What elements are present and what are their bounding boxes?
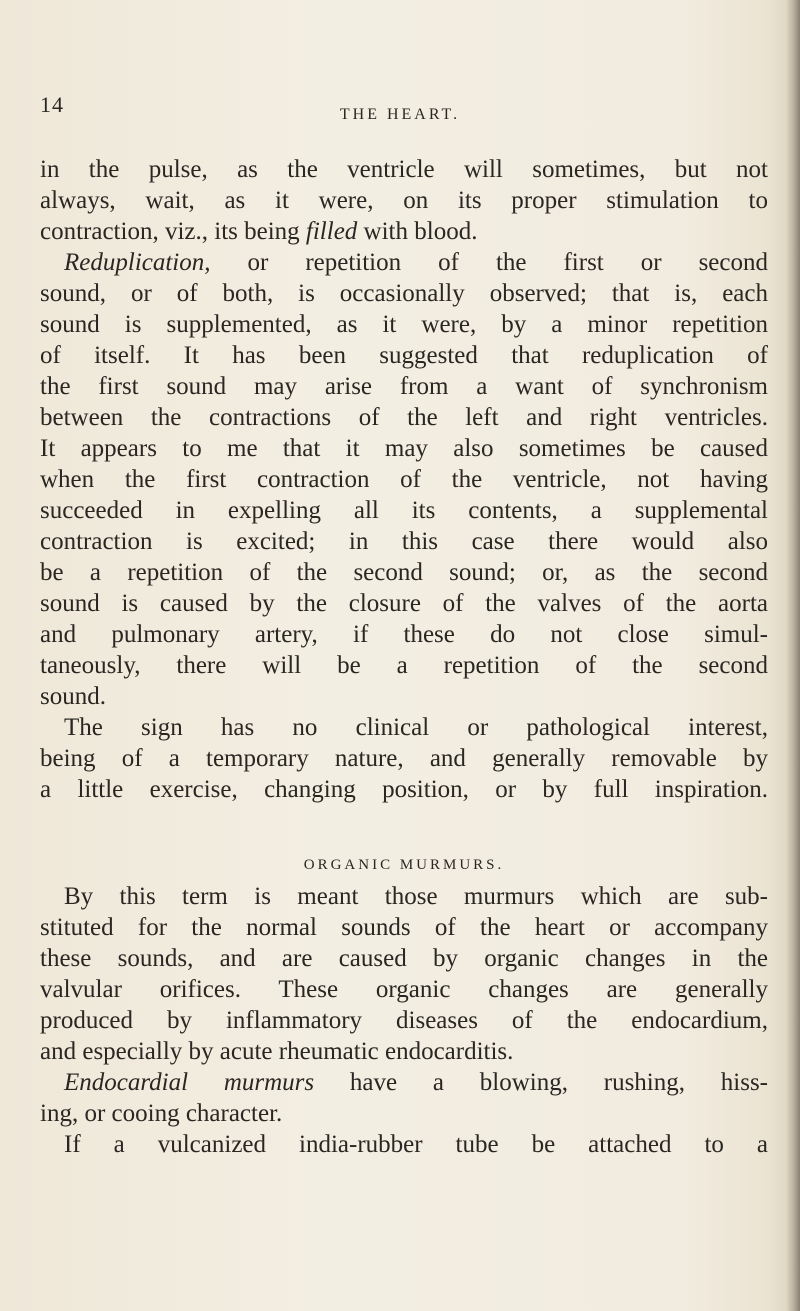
text-line: and pulmonary artery, if these do not close simul- (40, 621, 768, 648)
running-title: THE HEART. (339, 106, 461, 123)
text-line: in the pulse, as the ventricle will sometimes, but not (40, 156, 768, 183)
text-line: By this term is meant those murmurs which are sub- (64, 883, 768, 910)
text-line: It appears to me that it may also sometimes be caused (40, 435, 768, 462)
paragraph (40, 714, 768, 807)
paragraph (40, 249, 768, 714)
text-line: when the first contraction of the ventricle, not having (40, 466, 768, 493)
italic-lead: Endocardial murmurs (64, 1069, 315, 1096)
italic-word: filled (305, 218, 358, 245)
text-line: If a vulcanized india-rubber tube be attached to a (64, 1131, 768, 1158)
body-text (40, 156, 768, 1162)
paragraph (40, 1131, 768, 1162)
text-line: sound is supplemented, as it were, by a minor repetition (40, 311, 768, 338)
text-line: valvular orifices. These organic changes are generally (40, 976, 768, 1003)
text-fragment: contraction, viz., its being (40, 218, 306, 245)
text-line: taneously, there will be a repetition of the second (40, 652, 768, 679)
text-line (40, 218, 768, 249)
text-fragment: have a blowing, rushing, hiss- (314, 1069, 768, 1096)
text-line: sound, or of both, is occasionally observed; that is, each (40, 280, 768, 307)
text-line: between the contractions of the left and right ventricles. (40, 404, 768, 431)
paragraph (40, 1069, 768, 1131)
text-fragment: with blood. (357, 218, 478, 245)
text-line: succeeded in expelling all its contents, a supplemental (40, 497, 768, 524)
page-number: 14 (40, 92, 64, 117)
paragraph (40, 883, 768, 1069)
paragraph (40, 156, 768, 249)
spacer (40, 807, 768, 838)
text-fragment: or repetition of the first or second (210, 249, 768, 276)
text-line: a little exercise, changing position, or by full inspiration. (40, 776, 768, 803)
text-line: of itself. It has been suggested that reduplication of (40, 342, 768, 369)
text-line: always, wait, as it were, on its proper stimulation to (40, 187, 768, 214)
text-line (40, 1069, 768, 1100)
text-line (40, 249, 768, 280)
page-edge-shadow (786, 0, 800, 1311)
text-line: and especially by acute rheumatic endocarditis. (40, 1038, 514, 1065)
text-line: being of a temporary nature, and generally removable by (40, 745, 768, 772)
text-line: ing, or cooing character. (40, 1100, 283, 1127)
text-line: produced by inflammatory diseases of the endocardium, (40, 1007, 768, 1034)
text-line: these sounds, and are caused by organic changes in the (40, 945, 768, 972)
italic-lead: Reduplication, (64, 249, 211, 276)
section-heading: ORGANIC MURMURS. (303, 857, 505, 873)
text-line: sound. (40, 683, 106, 710)
text-line: sound is caused by the closure of the valves of the aorta (40, 590, 768, 617)
text-line: be a repetition of the second sound; or, as the second (40, 559, 768, 586)
text-line: the first sound may arise from a want of synchronism (40, 373, 768, 400)
text-line: contraction is excited; in this case there would also (40, 528, 768, 555)
text-line: The sign has no clinical or pathological interest, (64, 714, 768, 741)
text-line: stituted for the normal sounds of the heart or accompany (40, 914, 768, 941)
